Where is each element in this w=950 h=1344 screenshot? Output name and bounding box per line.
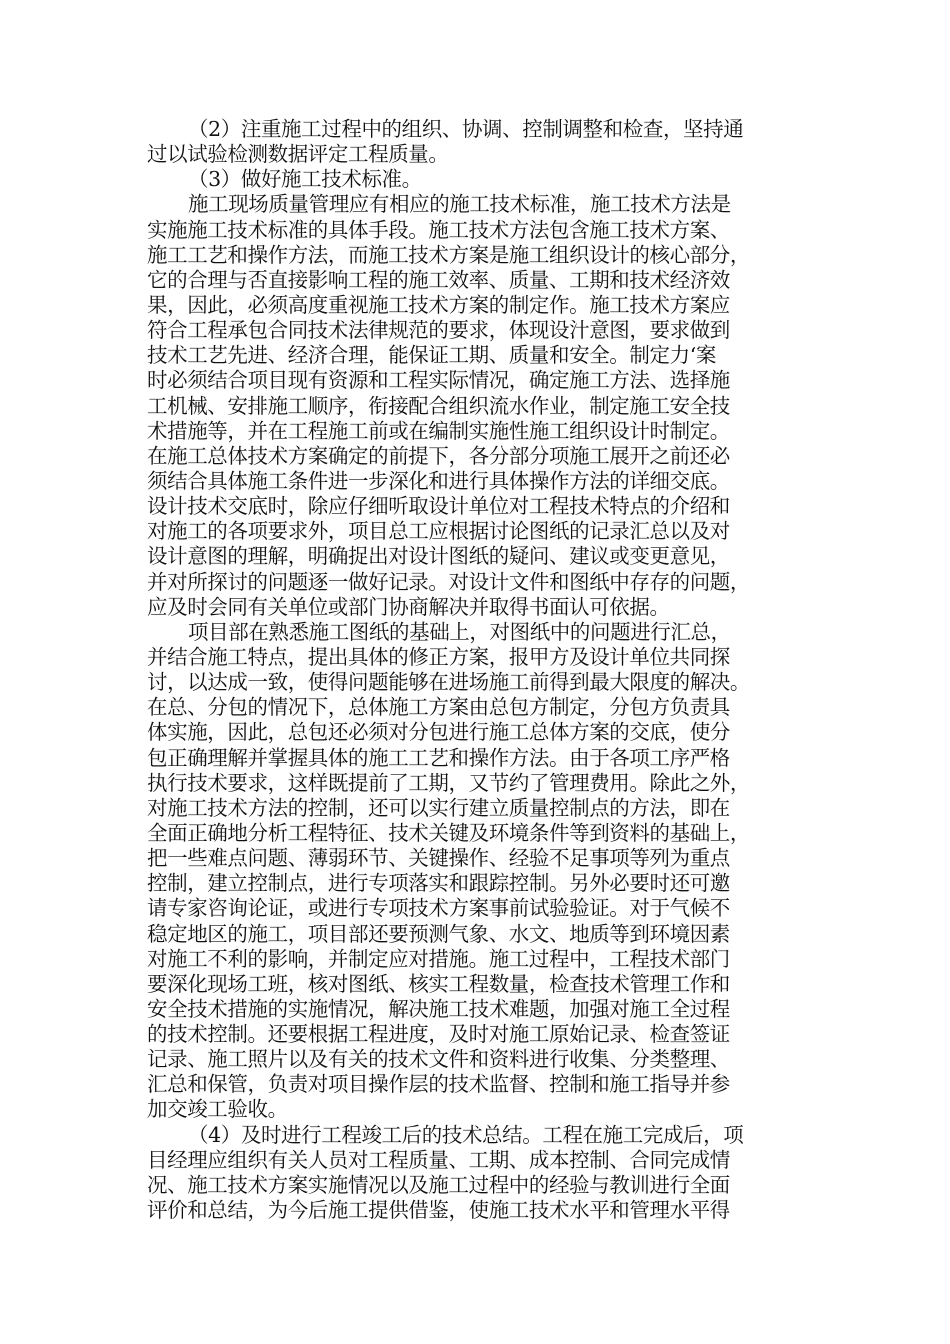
paragraph: [147, 167, 827, 192]
text-line: 讨，以达成一致，使得问题能够在进场施工前得到最大限度的解决。: [147, 670, 750, 695]
text-line: 果，因此，必须高度重视施工技术方案的制定作。施工技术方案应: [147, 292, 730, 317]
text-line: 对施工不利的影响，并制定应对措施。施工过程中，工程技术部门: [147, 946, 730, 971]
text-line: 体实施，因此，总包还必须对分包进行施工总体方案的交底，使分: [147, 720, 730, 745]
paragraph: [147, 1123, 827, 1224]
text-line: 技术工艺先进、经济合理，能保证工期、质量和安全。制定力‘案: [147, 343, 716, 368]
text-line: 请专家咨询论证，或进行专项技术方案事前试验验证。对于气候不: [147, 896, 730, 921]
text-line: 评价和总结，为今后施工提供借鉴，使施工技术水平和管理水平得: [147, 1198, 730, 1223]
text-line: 稳定地区的施工，项目部还要预测气象、水文、地质等到环境因素: [147, 921, 730, 946]
text-line: （4）及时进行工程竣工后的技术总结。工程在施工完成后，项: [188, 1122, 744, 1147]
text-line: 控制，建立控制点，进行专项落实和跟踪控制。另外必要时还可邀: [147, 871, 730, 896]
text-line: 记录、施工照片以及有关的技术文件和资料进行收集、分类整理、: [147, 1047, 730, 1072]
text-line: 术措施等，并在工程施工前或在编制实施性施工组织设计时制定。: [147, 418, 730, 443]
text-line: 在施工总体技术方案确定的前提下，各分部分项施工展开之前还必: [147, 443, 730, 468]
text-line: 要深化现场工班，核对图纸、核实工程数量，检查技术管理工作和: [147, 971, 730, 996]
text-line: 对施工的各项要求外，项目总工应根据讨论图纸的记录汇总以及对: [147, 519, 730, 544]
text-line: 汇总和保管，负责对项目操作层的技术监督、控制和施工指导并参: [147, 1072, 730, 1097]
text-line: 包正确理解并掌握具体的施工工艺和操作方法。由于各项工序严格: [147, 745, 730, 770]
text-line: 加交竣工验收。: [147, 1097, 288, 1122]
text-line: 应及时会同有关单位或部门协商解决并取得书面认可依据。: [147, 594, 670, 619]
text-line: 并对所探讨的问题逐一做好记录。对设计文件和图纸中存存的问题，: [147, 569, 750, 594]
paragraph: [147, 117, 827, 167]
text-line: 施工工艺和操作方法，而施工技术方案是施工组织设计的核心部分，: [147, 242, 750, 267]
text-line: 施工现场质量管理应有相应的施工技术标准，施工技术方法是: [188, 192, 731, 217]
paragraph: [147, 620, 827, 1123]
text-line: 把一些难点问题、薄弱环节、关键操作、经验不足事项等列为重点: [147, 846, 730, 871]
text-line: 执行技术要求，这样既提前了工期，又节约了管理费用。除此之外，: [147, 770, 750, 795]
text-line: 时必须结合项目现有资源和工程实际情况，确定施工方法、选择施: [147, 368, 730, 393]
text-line: 实施施工技术标准的具体手段。施工技术方法包含施工技术方案、: [147, 217, 730, 242]
text-line: 目经理应组织有关人员对工程质量、工期、成本控制、合同完成情: [147, 1147, 730, 1172]
text-line: 全面正确地分析工程特征、技术关键及环境条件等到资料的基础上，: [147, 820, 750, 845]
text-line: 过以试验检测数据评定工程质量。: [147, 142, 449, 167]
paragraph: [147, 192, 827, 619]
text-line: 并结合施工特点，提出具体的修正方案，报甲方及设计单位共同探: [147, 644, 730, 669]
text-line: （3）做好施工技术标准。: [188, 167, 422, 192]
text-line: 符合工程承包合同技术法律规范的要求，体现设汁意图，要求做到: [147, 318, 730, 343]
text-line: （2）注重施工过程中的组织、协调、控制调整和检查，坚持通: [188, 117, 744, 141]
text-line: 须结合具体施工条件进一步深化和进行具体操作方法的详细交底。: [147, 468, 730, 493]
text-line: 设计技术交底时，除应仔细听取设计单位对工程技术特点的介绍和: [147, 494, 730, 519]
text-line: 设计意图的理解，明确捉出对设计图纸的疑问、建议或变更意见，: [147, 544, 730, 569]
text-line: 在总、分包的情况下，总体施工方案由总包方制定，分包方负责具: [147, 695, 730, 720]
text-line: 的技术控制。还要根据工程进度，及时对施工原始记录、检查签证: [147, 1022, 730, 1047]
text-line: 它的合理与否直接影响工程的施工效率、质量、工期和技术经济效: [147, 267, 730, 292]
text-line: 项目部在熟悉施工图纸的基础上，对图纸中的问题进行汇总，: [188, 619, 731, 644]
text-line: 工机械、安排施工顺序，衔接配合组织流水作业，制定施工安全技: [147, 393, 730, 418]
text-line: 况、施工技术方案实施情况以及施工过程中的经验与教训进行全面: [147, 1172, 730, 1197]
text-line: 安全技术措施的实施情况，解决施工技术难题，加强对施工全过程: [147, 996, 730, 1021]
document-body: [147, 117, 827, 1223]
text-line: 对施工技术方法的控制，还可以实行建立质量控制点的方法，即在: [147, 795, 730, 820]
